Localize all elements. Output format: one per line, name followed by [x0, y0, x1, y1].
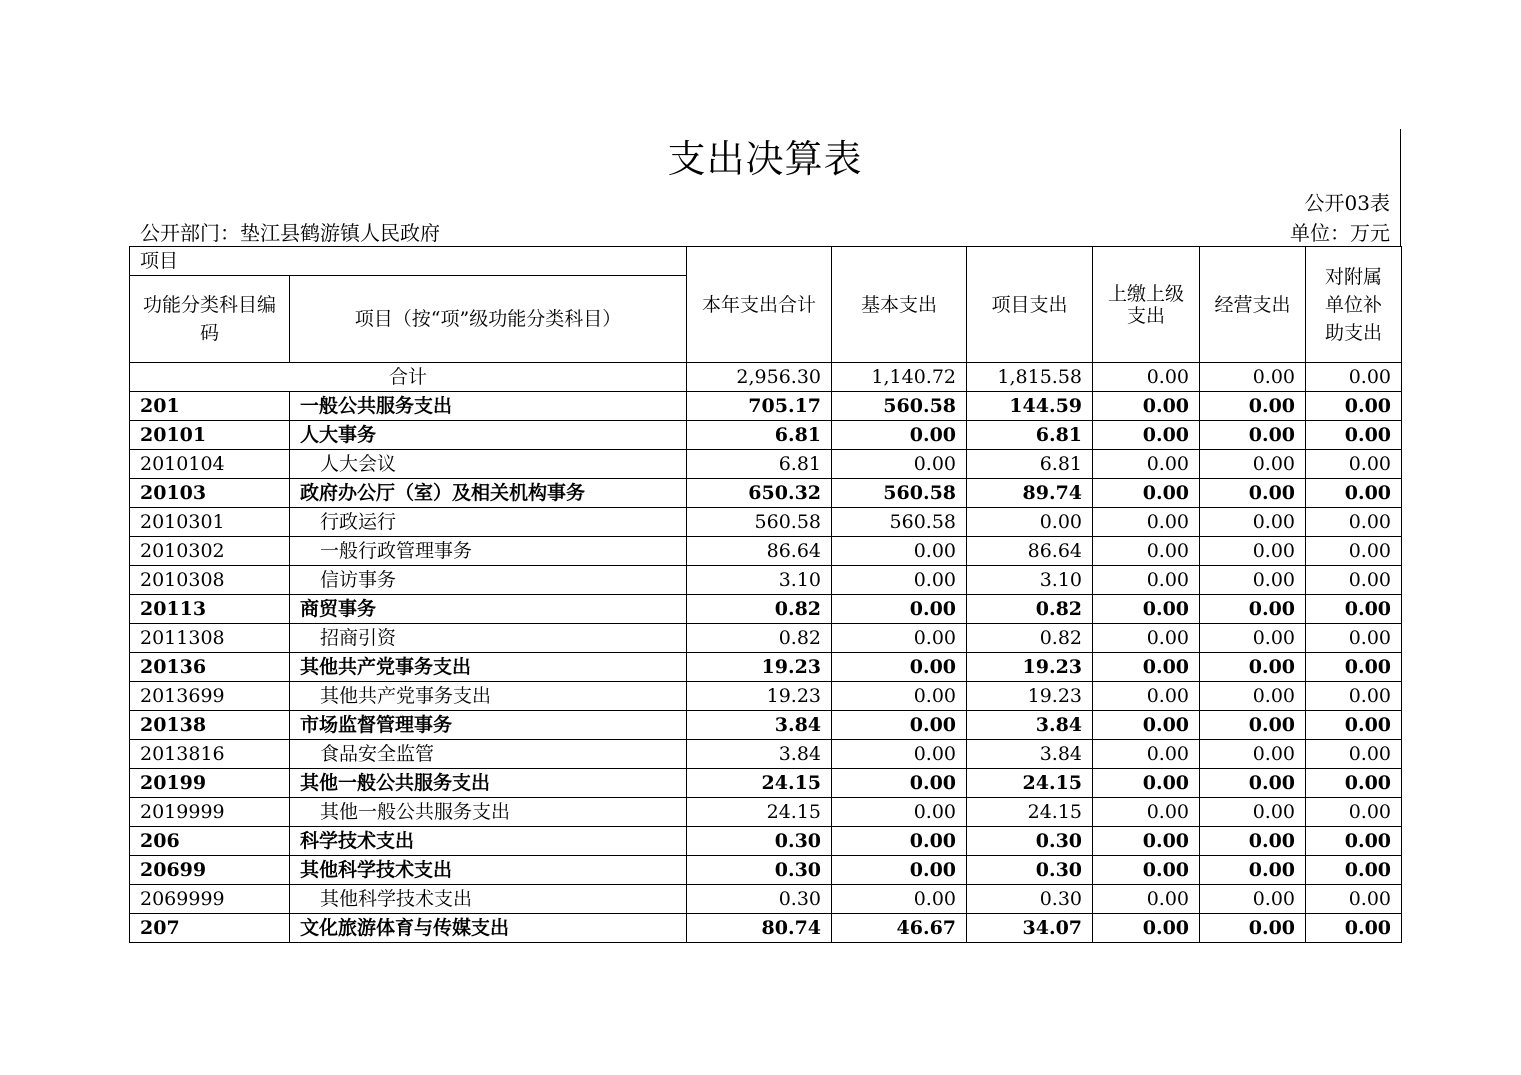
row-value: 3.10: [967, 566, 1093, 595]
table-row: [130, 798, 1402, 827]
row-value: 560.58: [832, 479, 967, 508]
row-value: 86.64: [687, 537, 832, 566]
row-name: 其他科学技术支出: [290, 856, 687, 885]
row-value: 0.00: [1093, 450, 1200, 479]
row-value: 0.00: [1200, 711, 1306, 740]
row-value: 0.00: [1093, 479, 1200, 508]
total-value: 1,140.72: [832, 363, 967, 392]
row-value: 650.32: [687, 479, 832, 508]
row-name: 招商引资: [290, 624, 687, 653]
row-value: 80.74: [687, 914, 832, 943]
table-row: [130, 827, 1402, 856]
row-value: 0.00: [1306, 595, 1402, 624]
row-code: 20103: [130, 479, 290, 508]
row-value: 0.30: [687, 885, 832, 914]
row-value: 0.00: [1306, 711, 1402, 740]
row-value: 0.00: [832, 856, 967, 885]
row-code: 2010302: [130, 537, 290, 566]
row-value: 0.00: [1306, 856, 1402, 885]
row-value: 0.00: [1093, 769, 1200, 798]
row-value: 0.00: [1200, 566, 1306, 595]
row-value: 0.00: [832, 885, 967, 914]
row-value: 0.00: [1306, 914, 1402, 943]
row-value: 6.81: [687, 421, 832, 450]
expenditure-table: [129, 246, 1402, 943]
row-value: 0.00: [967, 508, 1093, 537]
row-code: 2019999: [130, 798, 290, 827]
row-value: 0.00: [832, 740, 967, 769]
row-value: 560.58: [832, 392, 967, 421]
row-code: 2011308: [130, 624, 290, 653]
row-code: 2013699: [130, 682, 290, 711]
header-name: 项目（按“项”级功能分类科目）: [290, 276, 687, 363]
row-value: 0.00: [832, 711, 967, 740]
row-code: 20101: [130, 421, 290, 450]
header-business: 经营支出: [1200, 247, 1306, 363]
total-value: 0.00: [1093, 363, 1200, 392]
row-value: 3.10: [687, 566, 832, 595]
table-row: [130, 682, 1402, 711]
row-value: 0.00: [832, 450, 967, 479]
row-value: 0.00: [832, 769, 967, 798]
department-label: 公开部门：垫江县鹤游镇人民政府: [140, 221, 440, 245]
row-value: 0.00: [1093, 798, 1200, 827]
row-value: 0.00: [1306, 508, 1402, 537]
table-row: [130, 479, 1402, 508]
row-name: 其他共产党事务支出: [290, 653, 687, 682]
row-value: 0.00: [1200, 450, 1306, 479]
row-value: 6.81: [687, 450, 832, 479]
row-code: 2010104: [130, 450, 290, 479]
row-code: 20699: [130, 856, 290, 885]
row-value: 0.00: [1200, 537, 1306, 566]
row-value: 0.30: [967, 856, 1093, 885]
row-value: 0.00: [1093, 392, 1200, 421]
row-value: 3.84: [967, 711, 1093, 740]
total-value: 1,815.58: [967, 363, 1093, 392]
row-value: 0.00: [1200, 856, 1306, 885]
header-project-group: 项目: [130, 247, 687, 276]
table-row: [130, 624, 1402, 653]
header-code: 功能分类科目编码: [130, 276, 290, 363]
row-value: 6.81: [967, 450, 1093, 479]
header-total: 本年支出合计: [687, 247, 832, 363]
row-value: 0.00: [832, 798, 967, 827]
row-value: 144.59: [967, 392, 1093, 421]
row-value: 560.58: [832, 508, 967, 537]
row-value: 3.84: [687, 711, 832, 740]
row-value: 0.00: [832, 537, 967, 566]
row-value: 0.82: [967, 624, 1093, 653]
row-value: 19.23: [967, 682, 1093, 711]
row-value: 0.00: [1093, 711, 1200, 740]
row-value: 0.00: [1200, 479, 1306, 508]
row-value: 0.00: [1200, 914, 1306, 943]
row-value: 0.00: [1200, 740, 1306, 769]
row-value: 560.58: [687, 508, 832, 537]
row-value: 24.15: [687, 769, 832, 798]
row-value: 0.00: [1200, 653, 1306, 682]
row-code: 2069999: [130, 885, 290, 914]
header-basic: 基本支出: [832, 247, 967, 363]
row-value: 0.00: [1306, 566, 1402, 595]
row-value: 0.30: [687, 827, 832, 856]
row-value: 0.00: [1093, 566, 1200, 595]
row-code: 20199: [130, 769, 290, 798]
page-title: 支出决算表: [667, 137, 863, 181]
row-value: 0.00: [1093, 885, 1200, 914]
unit-label: 单位：万元: [1290, 221, 1390, 245]
total-value: 0.00: [1200, 363, 1306, 392]
row-value: 0.30: [967, 885, 1093, 914]
row-value: 0.00: [1306, 421, 1402, 450]
row-value: 19.23: [687, 682, 832, 711]
table-row: [130, 885, 1402, 914]
row-code: 2010301: [130, 508, 290, 537]
row-value: 19.23: [687, 653, 832, 682]
table-row: [130, 856, 1402, 885]
row-value: 0.30: [687, 856, 832, 885]
table-row: [130, 537, 1402, 566]
row-value: 0.00: [1093, 653, 1200, 682]
row-value: 0.00: [1306, 537, 1402, 566]
row-value: 3.84: [967, 740, 1093, 769]
row-value: 0.00: [832, 624, 967, 653]
row-name: 信访事务: [290, 566, 687, 595]
table-row: [130, 769, 1402, 798]
table-row: [130, 914, 1402, 943]
row-code: 207: [130, 914, 290, 943]
total-row: [130, 363, 1402, 392]
header-upper: 上缴上级支出: [1093, 247, 1200, 363]
row-code: 201: [130, 392, 290, 421]
row-value: 89.74: [967, 479, 1093, 508]
table-row: [130, 508, 1402, 537]
row-code: 20113: [130, 595, 290, 624]
row-value: 0.00: [1306, 827, 1402, 856]
row-value: 0.82: [687, 624, 832, 653]
row-value: 0.00: [1306, 450, 1402, 479]
total-label: 合计: [130, 363, 687, 392]
row-value: 24.15: [967, 769, 1093, 798]
row-value: 46.67: [832, 914, 967, 943]
row-name: 人大会议: [290, 450, 687, 479]
row-value: 0.00: [1306, 392, 1402, 421]
row-value: 0.00: [832, 566, 967, 595]
row-value: 0.00: [1200, 798, 1306, 827]
total-value: 2,956.30: [687, 363, 832, 392]
row-name: 食品安全监管: [290, 740, 687, 769]
row-name: 人大事务: [290, 421, 687, 450]
row-value: 0.00: [1200, 421, 1306, 450]
row-value: 0.00: [1306, 653, 1402, 682]
row-value: 0.00: [1306, 624, 1402, 653]
row-value: 0.00: [1306, 479, 1402, 508]
row-value: 0.00: [832, 421, 967, 450]
row-value: 0.00: [1200, 508, 1306, 537]
header-subsidy: 对附属单位补助支出: [1306, 247, 1402, 363]
row-name: 政府办公厅（室）及相关机构事务: [290, 479, 687, 508]
row-value: 24.15: [967, 798, 1093, 827]
row-name: 行政运行: [290, 508, 687, 537]
row-value: 0.30: [967, 827, 1093, 856]
table-row: [130, 740, 1402, 769]
row-value: 86.64: [967, 537, 1093, 566]
row-name: 其他一般公共服务支出: [290, 769, 687, 798]
row-value: 0.00: [1200, 595, 1306, 624]
row-value: 0.00: [1200, 624, 1306, 653]
row-value: 0.82: [687, 595, 832, 624]
table-row: [130, 595, 1402, 624]
header-project: 项目支出: [967, 247, 1093, 363]
row-value: 0.00: [1093, 595, 1200, 624]
row-value: 0.00: [1306, 740, 1402, 769]
row-value: 0.00: [1200, 392, 1306, 421]
row-value: 0.00: [1093, 740, 1200, 769]
row-value: 34.07: [967, 914, 1093, 943]
row-code: 20136: [130, 653, 290, 682]
row-value: 0.00: [1093, 421, 1200, 450]
row-name: 商贸事务: [290, 595, 687, 624]
total-value: 0.00: [1306, 363, 1402, 392]
row-value: 0.00: [1306, 682, 1402, 711]
row-value: 0.00: [1200, 769, 1306, 798]
row-value: 705.17: [687, 392, 832, 421]
form-number: 公开03表: [1304, 191, 1390, 215]
table-row: [130, 566, 1402, 595]
row-value: 0.00: [1093, 624, 1200, 653]
row-value: 0.00: [1093, 856, 1200, 885]
row-name: 其他科学技术支出: [290, 885, 687, 914]
row-value: 0.00: [1200, 682, 1306, 711]
row-value: 0.82: [967, 595, 1093, 624]
row-value: 0.00: [832, 827, 967, 856]
table-row: [130, 711, 1402, 740]
row-value: 0.00: [1306, 885, 1402, 914]
row-value: 0.00: [1093, 508, 1200, 537]
row-value: 0.00: [1093, 537, 1200, 566]
row-name: 文化旅游体育与传媒支出: [290, 914, 687, 943]
row-value: 0.00: [832, 682, 967, 711]
table-row: [130, 450, 1402, 479]
row-value: 0.00: [1306, 798, 1402, 827]
row-name: 一般公共服务支出: [290, 392, 687, 421]
row-value: 0.00: [832, 595, 967, 624]
row-value: 6.81: [967, 421, 1093, 450]
row-value: 19.23: [967, 653, 1093, 682]
row-value: 24.15: [687, 798, 832, 827]
table-row: [130, 653, 1402, 682]
row-name: 其他共产党事务支出: [290, 682, 687, 711]
table-row: [130, 421, 1402, 450]
row-value: 0.00: [1093, 827, 1200, 856]
row-code: 20138: [130, 711, 290, 740]
row-code: 2013816: [130, 740, 290, 769]
row-name: 其他一般公共服务支出: [290, 798, 687, 827]
table-row: [130, 392, 1402, 421]
row-name: 市场监督管理事务: [290, 711, 687, 740]
row-value: 0.00: [1306, 769, 1402, 798]
row-value: 0.00: [1093, 914, 1200, 943]
row-name: 科学技术支出: [290, 827, 687, 856]
row-value: 0.00: [1093, 682, 1200, 711]
row-value: 3.84: [687, 740, 832, 769]
row-code: 206: [130, 827, 290, 856]
row-value: 0.00: [1200, 827, 1306, 856]
row-value: 0.00: [832, 653, 967, 682]
row-value: 0.00: [1200, 885, 1306, 914]
row-name: 一般行政管理事务: [290, 537, 687, 566]
row-code: 2010308: [130, 566, 290, 595]
